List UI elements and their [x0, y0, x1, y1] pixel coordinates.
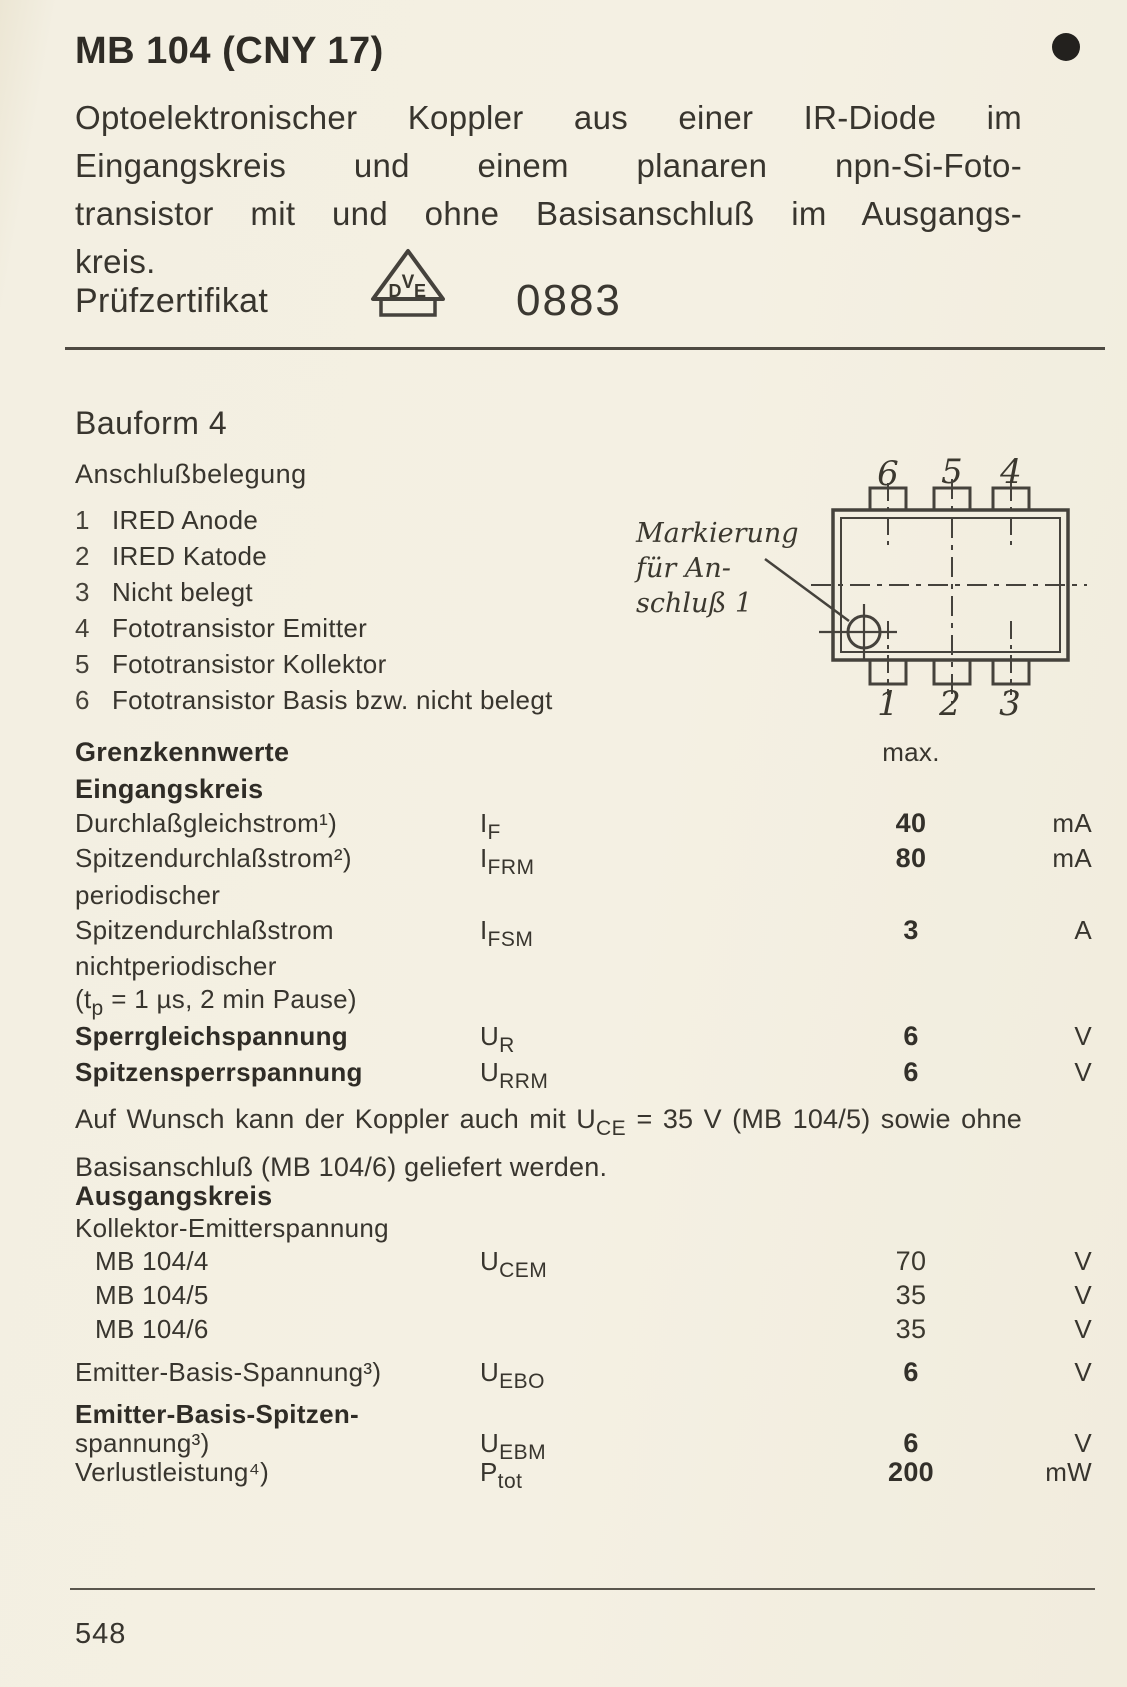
row-unit: V: [1074, 1246, 1092, 1276]
pin-number: 6: [75, 685, 90, 715]
row-label: Emitter-Basis-Spannung³): [75, 1357, 382, 1387]
row-value: 6: [903, 1357, 919, 1387]
table-row: [0, 984, 1127, 1020]
row-label: MB 104/5: [95, 1280, 209, 1310]
row-value: 35: [895, 1280, 927, 1310]
table-row: [0, 843, 1127, 879]
row-symbol: $I_{FRM}$: [480, 843, 535, 879]
pin-number: 3: [75, 577, 90, 607]
pin-number-2: 2: [939, 684, 961, 723]
table-row: [0, 1280, 1127, 1316]
pin-list: [75, 505, 553, 721]
pin-number: 4: [75, 613, 90, 643]
row-value: 200: [888, 1457, 934, 1487]
table-row: [0, 880, 1127, 916]
table-row: [0, 1457, 1127, 1493]
intro-line: Eingangskreis und einem planaren npn-Si-Foto-: [75, 147, 1022, 184]
pin-number-3: 3: [999, 684, 1021, 723]
page-number: 548: [75, 1618, 127, 1650]
pin-list-item: [75, 613, 553, 649]
bauform-heading: Bauform 4: [75, 405, 228, 441]
pin-number-4: 4: [1000, 452, 1022, 492]
input-section-title: Eingangskreis: [75, 774, 264, 804]
intro-line: Optoelektronischer Koppler aus einer IR-Diode im: [75, 99, 1022, 136]
vde-letter-e: E: [413, 281, 427, 301]
certificate-number: 0883: [516, 276, 622, 325]
row-label: Durchlaßgleichstrom¹): [75, 808, 338, 838]
table-row: [0, 1021, 1127, 1057]
table-row: [0, 915, 1127, 951]
row-label: ($t_p = 1$ µs, 2 min Pause): [75, 984, 357, 1020]
table-row: [0, 1213, 1127, 1249]
option-note-line: Auf Wunsch kann der Koppler auch mit $U_{CE} = 35$ V (MB 104/5) sowie ohne: [75, 1104, 1022, 1140]
intro-paragraph: [75, 94, 1022, 286]
divider-top: [65, 347, 1105, 350]
pin-number: 5: [75, 649, 90, 679]
row-unit: V: [1074, 1357, 1092, 1387]
pin-number-6: 6: [877, 454, 899, 494]
pinout-subheading: Anschlußbelegung: [75, 459, 307, 489]
option-note-line: Basisanschluß (MB 104/6) geliefert werden.: [75, 1152, 608, 1182]
pin-list-item: [75, 649, 553, 685]
row-symbol: $I_{FSM}$: [480, 915, 534, 951]
page-title: MB 104 (CNY 17): [75, 30, 384, 72]
table-row: [0, 1314, 1127, 1350]
table-row: [0, 1246, 1127, 1282]
max-column-header: max.: [882, 737, 940, 767]
table-row: [0, 1057, 1127, 1093]
row-symbol: $U_{EBO}$: [480, 1357, 545, 1393]
pin-number-5: 5: [941, 452, 963, 492]
table-row: [0, 951, 1127, 987]
row-value: 6: [903, 1021, 919, 1051]
pin-list-item: [75, 685, 553, 721]
intro-line: transistor mit und ohne Basisanschluß im Ausgangs-: [75, 195, 1022, 232]
bottom-pin-numbers: [877, 684, 1021, 723]
row-label: MB 104/6: [95, 1314, 209, 1344]
row-symbol: $U_{EBM}$: [480, 1428, 547, 1464]
row-unit: V: [1074, 1280, 1092, 1310]
row-value: 6: [903, 1057, 919, 1087]
marking-label-line: schluß 1: [636, 588, 753, 619]
pin-label: Fototransistor Basis bzw. nicht belegt: [112, 685, 553, 715]
pin-number: 1: [75, 505, 90, 535]
table-row: [0, 1357, 1127, 1393]
row-unit: mA: [1052, 843, 1092, 873]
pin-label: Nicht belegt: [112, 577, 253, 607]
row-label: Sperrgleichspannung: [75, 1021, 348, 1051]
pin-list-item: [75, 577, 553, 613]
row-label: MB 104/4: [95, 1246, 209, 1276]
row-unit: V: [1074, 1314, 1092, 1344]
vde-letter-d: D: [388, 281, 402, 301]
pin-label: Fototransistor Kollektor: [112, 649, 387, 679]
row-unit: V: [1074, 1021, 1092, 1051]
row-label: Verlustleistung⁴): [75, 1457, 270, 1487]
certificate-label: Prüfzertifikat: [75, 282, 269, 320]
row-unit: V: [1074, 1057, 1092, 1087]
row-value: 70: [895, 1246, 927, 1276]
row-label: Emitter-Basis-Spitzen-: [75, 1399, 359, 1429]
row-label: Spitzensperrspannung: [75, 1057, 363, 1087]
row-unit: mA: [1052, 808, 1092, 838]
row-value: 3: [903, 915, 919, 945]
pin-number: 2: [75, 541, 90, 571]
divider-bottom: [70, 1588, 1095, 1590]
row-label: Kollektor-Emitterspannung: [75, 1213, 389, 1243]
output-section-title: Ausgangskreis: [75, 1181, 273, 1211]
vde-logo: [364, 246, 452, 326]
row-unit: mW: [1045, 1457, 1092, 1487]
row-symbol: $U_R$: [480, 1021, 515, 1057]
row-unit: V: [1074, 1428, 1092, 1458]
row-label: nichtperiodischer: [75, 951, 277, 981]
pin-label: IRED Katode: [112, 541, 268, 571]
row-symbol: $I_F$: [480, 808, 501, 844]
pin-list-item: [75, 541, 553, 577]
pin-number-1: 1: [877, 684, 899, 723]
pin-label: IRED Anode: [112, 505, 259, 535]
marking-label: [636, 516, 799, 621]
option-note: [75, 1100, 1022, 1186]
marking-label-line: Markierung: [636, 518, 799, 549]
limits-header-row: [0, 737, 1127, 773]
row-label: Spitzendurchlaßstrom: [75, 915, 334, 945]
row-value: 35: [895, 1314, 927, 1344]
pin-label: Fototransistor Emitter: [112, 613, 368, 643]
row-label: Spitzendurchlaßstrom²): [75, 843, 352, 873]
row-label: spannung³): [75, 1428, 210, 1458]
row-value: 80: [895, 843, 927, 873]
row-symbol: $U_{CEM}$: [480, 1246, 548, 1282]
row-symbol: $P_{tot}$: [480, 1457, 523, 1493]
row-value: 6: [903, 1428, 919, 1458]
limits-section-title: Grenzkennwerte: [75, 737, 290, 767]
vde-letter-v: V: [401, 272, 415, 293]
row-label: periodischer: [75, 880, 221, 910]
intro-line: kreis.: [75, 243, 156, 280]
registration-dot: [1052, 33, 1080, 61]
table-row: [0, 808, 1127, 844]
pin-list-item: [75, 505, 553, 541]
row-symbol: $U_{RRM}$: [480, 1057, 549, 1093]
row-unit: A: [1074, 915, 1092, 945]
marking-label-line: für An-: [636, 553, 731, 584]
vde-base: [381, 299, 435, 315]
row-value: 40: [895, 808, 927, 838]
